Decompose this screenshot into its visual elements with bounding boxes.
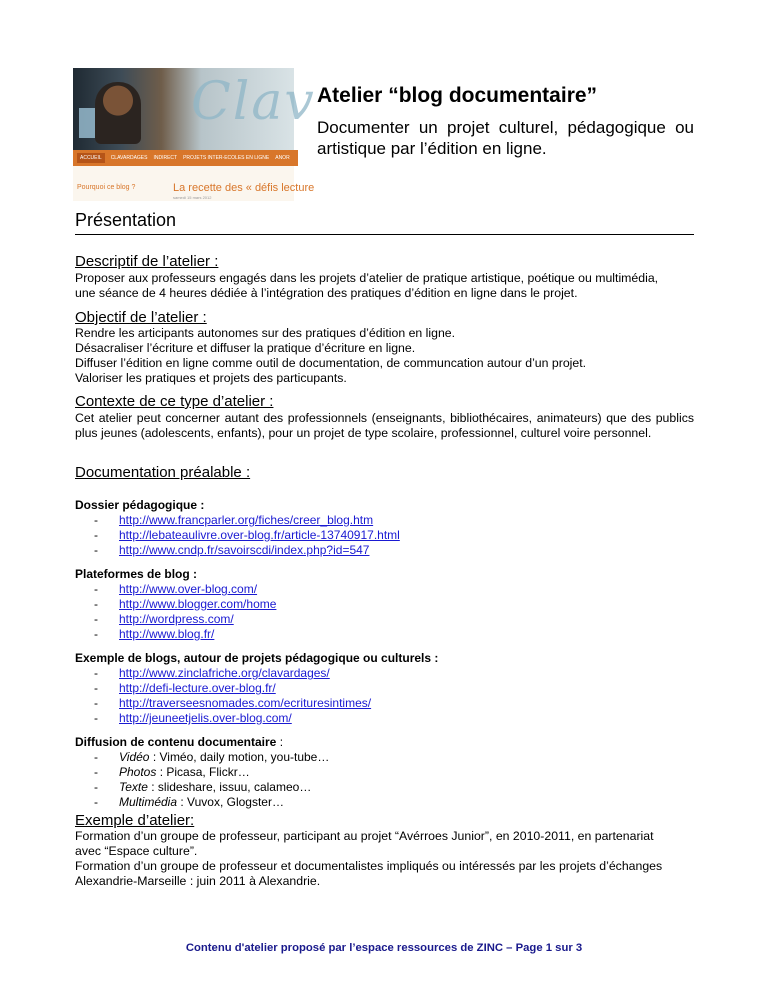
list-item: - http://www.cndp.fr/savoirscdi/index.php?id=547 <box>94 543 370 557</box>
diffusion-value: : Viméo, daily motion, you-tube… <box>149 750 330 764</box>
hero-why-link: Pourquoi ce blog ? <box>77 184 136 191</box>
hero-navbar <box>73 150 298 166</box>
list-item: - http://www.over-blog.com/ <box>94 582 258 596</box>
documentation-heading: Documentation préalable : <box>75 464 251 481</box>
diffusion-value: : slideshare, issuu, calameo… <box>147 780 312 794</box>
exemple-link[interactable]: http://traverseesnomades.com/ecrituresintimes/ <box>119 696 372 710</box>
descriptif-heading: Descriptif de l’atelier : <box>75 253 219 270</box>
diffusion-label: Vidéo <box>119 750 150 764</box>
exemple-atelier-text <box>75 829 694 889</box>
exemples-title: Exemple de blogs, autour de projets pédagogique ou culturels : <box>75 651 439 665</box>
objectif-heading: Objectif de l’atelier : <box>75 309 207 326</box>
plateforme-link[interactable]: http://www.blog.fr/ <box>119 627 215 641</box>
hero-nav-tab: ACCUEIL <box>77 153 105 163</box>
exemple-link[interactable]: http://defi-lecture.over-blog.fr/ <box>119 681 276 695</box>
descriptif-line: une séance de 4 heures dédiée à l’intégration des pratiques d’édition en ligne dans le projet. <box>75 286 578 300</box>
plateformes-group <box>75 567 694 642</box>
objectif-text <box>75 326 694 386</box>
hero-nav-tab: INDIRECT <box>153 155 178 161</box>
list-item: - Texte : slideshare, issuu, calameo… <box>94 780 312 794</box>
list-item: - http://www.francparler.org/fiches/creer_blog.htm <box>94 513 374 527</box>
plateforme-link[interactable]: http://www.blogger.com/home <box>119 597 277 611</box>
hero-nav-tab: CLAVARDAGES <box>110 155 148 161</box>
objectif-line: Désacraliser l’écriture et diffuser la pratique d’écriture en ligne. <box>75 341 416 355</box>
page-subtitle: Documenter un projet culturel, pédagogique ou artistique par l’édition en ligne. <box>317 118 694 158</box>
diffusion-label: Photos <box>119 765 157 779</box>
diffusion-value: : Picasa, Flickr… <box>156 765 250 779</box>
list-item: - Vidéo : Viméo, daily motion, you-tube… <box>94 750 330 764</box>
objectif-line: Valoriser les pratiques et projets des particupants. <box>75 371 347 385</box>
list-item: - Photos : Picasa, Flickr… <box>94 765 250 779</box>
list-item: - http://lebateaulivre.over-blog.fr/article-13740917.html <box>94 528 400 542</box>
diffusion-value: : Vuvox, Glogster… <box>177 795 284 809</box>
objectif-line: Diffuser l’édition en ligne comme outil de documentation, de communcation autour d’un projet. <box>75 356 587 370</box>
plateformes-title: Plateformes de blog : <box>75 567 198 581</box>
list-item: - http://traverseesnomades.com/ecrituresintimes/ <box>94 696 372 710</box>
page-footer: Contenu d'atelier proposé par l’espace ressources de ZINC – Page 1 sur 3 <box>185 942 583 954</box>
diffusion-label: Texte <box>119 780 148 794</box>
page-title: Atelier “blog documentaire” <box>317 84 598 107</box>
list-item: - Multimédia : Vuvox, Glogster… <box>94 795 284 809</box>
hero-script-text: Clav <box>191 72 316 132</box>
dossier-link[interactable]: http://www.francparler.org/fiches/creer_blog.htm <box>119 513 374 527</box>
hero-post-date: samedi 15 mars 2012 <box>173 195 212 200</box>
dossier-title: Dossier pédagogique : <box>75 498 205 512</box>
descriptif-line: Proposer aux professeurs engagés dans les projets d’atelier de pratique artistique, poétique ou multimédia, <box>75 271 659 285</box>
list-item: - http://defi-lecture.over-blog.fr/ <box>94 681 276 695</box>
plateforme-link[interactable]: http://wordpress.com/ <box>119 612 234 626</box>
section-title: Présentation <box>75 210 694 235</box>
exemple-atelier-heading: Exemple d’atelier: <box>75 812 195 829</box>
objectif-line: Rendre les articipants autonomes sur des pratiques d’édition en ligne. <box>75 326 456 340</box>
person-silhouette <box>95 82 141 144</box>
exemple-atelier-line: Alexandrie-Marseille : juin 2011 à Alexandrie. <box>75 874 321 888</box>
exemple-link[interactable]: http://jeuneetjelis.over-blog.com/ <box>119 711 292 725</box>
diffusion-title: Diffusion de contenu documentaire <box>75 735 277 749</box>
plateforme-link[interactable]: http://www.over-blog.com/ <box>119 582 258 596</box>
exemples-group <box>75 651 694 726</box>
blog-screenshot-image <box>73 68 316 201</box>
dossier-group <box>75 498 694 558</box>
exemple-atelier-line: Formation d’un groupe de professeur et documentalistes impliqués ou intéressés par les projets d’échanges <box>75 859 663 873</box>
exemple-atelier-line: avec “Espace culture”. <box>75 844 198 858</box>
exemple-link[interactable]: http://www.zinclafriche.org/clavardages/ <box>119 666 330 680</box>
hero-nav-tab: ANOR <box>275 155 290 161</box>
dossier-link[interactable]: http://lebateaulivre.over-blog.fr/article-13740917.html <box>119 528 400 542</box>
diffusion-title-row <box>75 735 694 750</box>
diffusion-title-suffix: : <box>276 735 284 749</box>
list-item: - http://jeuneetjelis.over-blog.com/ <box>94 711 292 725</box>
list-item: - http://wordpress.com/ <box>94 612 234 626</box>
hero-nav-tab: PROJETS INTER-ECOLES EN LIGNE <box>183 155 270 161</box>
list-item: - http://www.blog.fr/ <box>94 627 215 641</box>
list-item: - http://www.blogger.com/home <box>94 597 277 611</box>
hero-post-title: La recette des « défis lecture <box>173 182 315 194</box>
diffusion-group <box>75 735 694 810</box>
diffusion-label: Multimédia <box>119 795 178 809</box>
list-item: - http://www.zinclafriche.org/clavardages/ <box>94 666 330 680</box>
descriptif-text <box>75 271 694 301</box>
exemple-atelier-line: Formation d’un groupe de professeur, participant au projet “Avérroes Junior”, en 2010-2011, en partenariat <box>75 829 654 843</box>
dossier-link[interactable]: http://www.cndp.fr/savoirscdi/index.php?id=547 <box>119 543 370 557</box>
contexte-text: Cet atelier peut concerner autant des professionnels (enseignants, bibliothécaires, animateurs) que des publics plus jeunes (adolescents, enfants), pour un projet de type scolaire, professionnel, culturel voire personnel. <box>75 411 694 440</box>
contexte-heading: Contexte de ce type d’atelier : <box>75 393 274 410</box>
